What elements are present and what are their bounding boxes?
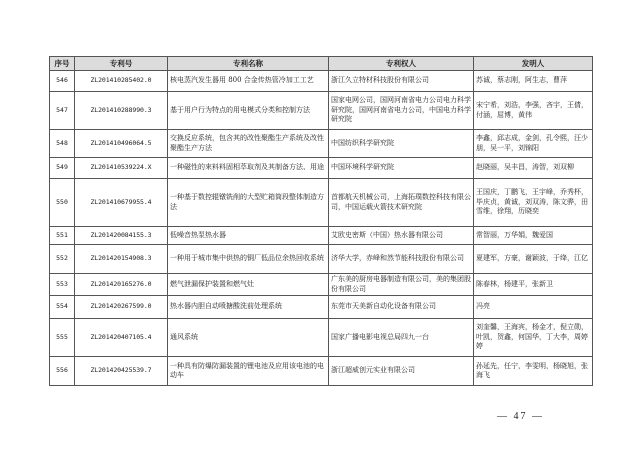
- inventors-cell: 孙延先，任宁，李雯明，杨晓旭，张海飞: [474, 357, 593, 386]
- table-row: [50, 245, 593, 274]
- patent-number-cell: ZL201410539224.X: [75, 158, 168, 179]
- table-row: [50, 357, 593, 386]
- patent-name-cell: 热水器内胆自动喷搪酸洗前处理系统: [168, 296, 329, 319]
- patent-number-cell: ZL201410288990.3: [75, 92, 168, 130]
- table-row: [50, 319, 593, 357]
- header-serial-number: 序号: [50, 57, 75, 71]
- patent-owner-cell: 浙江超威创元实业有限公司: [329, 357, 474, 386]
- patent-number-cell: ZL201420407105.4: [75, 319, 168, 357]
- patent-name-cell: 一种具有防爆防漏装置的锂电池及应用该电池的电动车: [168, 357, 329, 386]
- table-row: [50, 274, 593, 296]
- table-row: [50, 179, 593, 227]
- patent-name-cell: 交换反应系统，包含其的改性聚酯生产系统及改性聚酯生产方法: [168, 130, 329, 158]
- inventors-cell: 宋宁希，刘浩，李强，吝宇，王倩，付涵，屈博，黄伟: [474, 92, 593, 130]
- patent-owner-cell: 艾欧史密斯（中国）热水器有限公司: [329, 227, 474, 245]
- table-header-row: [50, 57, 593, 71]
- table-row: [50, 227, 593, 245]
- patent-name-cell: 燃气泄漏保护装置和燃气灶: [168, 274, 329, 296]
- patent-name-cell: 通风系统: [168, 319, 329, 357]
- patent-number-cell: ZL201420165276.0: [75, 274, 168, 296]
- serial-number-cell: 554: [50, 296, 75, 319]
- header-patent-owner: 专利权人: [329, 57, 474, 71]
- patent-owner-cell: 中国纺织科学研究院: [329, 130, 474, 158]
- header-patent-name: 专利名称: [168, 57, 329, 71]
- inventors-cell: 苏诚，蔡志刚，阿生志，曹萍: [474, 71, 593, 92]
- serial-number-cell: 555: [50, 319, 75, 357]
- inventors-cell: 常智丽，万华娟，魏爱国: [474, 227, 593, 245]
- patent-name-cell: 一种磁性的來料料固相萃取剂及其制备方法、用途: [168, 158, 329, 179]
- patent-name-cell: 一种基于数控辊镦铣削的大型贮箱筒段整体制造方法: [168, 179, 329, 227]
- table-row: [50, 158, 593, 179]
- header-inventors: 发明人: [474, 57, 593, 71]
- inventors-cell: 李鑫，邱志成，金剑，孔令熙，汪少朋，吴一平，刘锦阳: [474, 130, 593, 158]
- serial-number-cell: 547: [50, 92, 75, 130]
- serial-number-cell: 556: [50, 357, 75, 386]
- inventors-cell: 冯亮: [474, 296, 593, 319]
- inventors-cell: 夏建军，方豪，谢颖波，于绛，江亿: [474, 245, 593, 274]
- table-row: [50, 71, 593, 92]
- serial-number-cell: 548: [50, 130, 75, 158]
- patent-name-cell: 核电蒸汽发生器用 800 合金传热管冷加工工艺: [168, 71, 329, 92]
- patent-owner-cell: 广东美的厨房电器制造有限公司，美的集团股份有限公司: [329, 274, 474, 296]
- table-row: [50, 92, 593, 130]
- serial-number-cell: 551: [50, 227, 75, 245]
- inventors-cell: 刘奎馨，王海宾，杨金才，倪立勋，叶凯，贺鑫，何国华，丁大李，周婷婷: [474, 319, 593, 357]
- table-row: [50, 130, 593, 158]
- header-patent-number: 专利号: [75, 57, 168, 71]
- patent-owner-cell: 首都航天机械公司，上海拓璞数控科技有限公司，中国运载火箭技术研究院: [329, 179, 474, 227]
- patent-number-cell: ZL201410679955.4: [75, 179, 168, 227]
- patent-name-cell: 基于用户行为特点的用电模式分类和控制方法: [168, 92, 329, 130]
- page-number: — 47 —: [497, 411, 544, 422]
- patent-number-cell: ZL201410496064.5: [75, 130, 168, 158]
- patent-table: [49, 56, 593, 386]
- serial-number-cell: 546: [50, 71, 75, 92]
- patent-owner-cell: 东莞市天美新自动化设备有限公司: [329, 296, 474, 319]
- patent-number-cell: ZL201420267599.0: [75, 296, 168, 319]
- patent-number-cell: ZL201420154908.3: [75, 245, 168, 274]
- patent-owner-cell: 国家广播电影电视总局四九一台: [329, 319, 474, 357]
- serial-number-cell: 550: [50, 179, 75, 227]
- table-row: [50, 296, 593, 319]
- patent-number-cell: ZL201410285402.0: [75, 71, 168, 92]
- patent-owner-cell: 国家电网公司，国网河南省电力公司电力科学研究院，国网河南省电力公司，中国电力科学研究院: [329, 92, 474, 130]
- patent-owner-cell: 中国环境科学研究院: [329, 158, 474, 179]
- patent-number-cell: ZL201420425539.7: [75, 357, 168, 386]
- serial-number-cell: 549: [50, 158, 75, 179]
- serial-number-cell: 553: [50, 274, 75, 296]
- patent-name-cell: 一种用于城市集中供热的铜厂低品位余热回收系统: [168, 245, 329, 274]
- patent-owner-cell: 济华大学，赤峰和然节能科技股份有限公司: [329, 245, 474, 274]
- patent-number-cell: ZL201420084155.3: [75, 227, 168, 245]
- patent-owner-cell: 浙江久立特材科技股份有限公司: [329, 71, 474, 92]
- inventors-cell: 王国庆，丁鹏飞，王宇峰，乔秀杯，毕庆贞，黄诚，刘双涛，陈文骅，田雪维，徐翔，历晓奕: [474, 179, 593, 227]
- inventors-cell: 陈春林，杨建平，张新卫: [474, 274, 593, 296]
- inventors-cell: 赵晓丽，吴丰昌，涛智，刘双柳: [474, 158, 593, 179]
- patent-name-cell: 低噪音热泵热水器: [168, 227, 329, 245]
- serial-number-cell: 552: [50, 245, 75, 274]
